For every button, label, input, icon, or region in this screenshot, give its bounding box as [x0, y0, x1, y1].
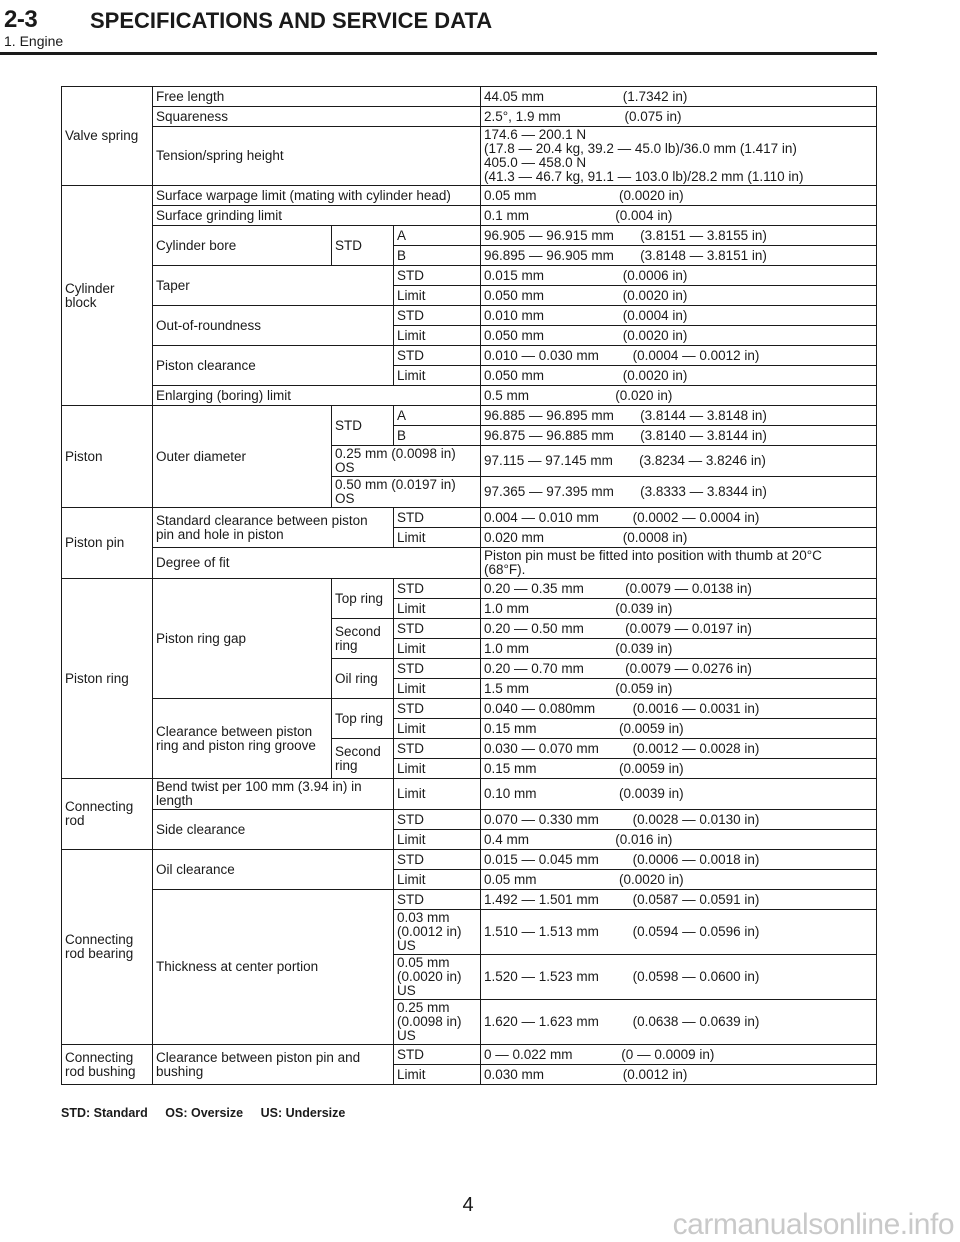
table-cell: Side clearance	[153, 810, 394, 850]
table-cell: STD	[394, 508, 481, 528]
table-cell: Clearance between piston ring and piston ring groove	[153, 699, 332, 779]
table-cell: Clearance between piston pin and bushing	[153, 1045, 394, 1085]
table-cell: Limit	[394, 719, 481, 739]
table-cell: Standard clearance between piston pin and hole in piston	[153, 508, 394, 548]
table-cell: 1.510 — 1.513 mm (0.0594 — 0.0596 in)	[481, 910, 877, 955]
table-cell: STD	[394, 346, 481, 366]
table-row	[62, 850, 877, 870]
table-cell: 0.15 mm (0.0059 in)	[481, 759, 877, 779]
table-cell: 96.895 — 96.905 mm (3.8148 — 3.8151 in)	[481, 246, 877, 266]
table-row	[62, 87, 877, 107]
table-cell: Limit	[394, 830, 481, 850]
table-cell: 0.25 mm (0.0098 in) OS	[332, 446, 481, 477]
table-cell: 0.020 mm (0.0008 in)	[481, 528, 877, 548]
table-cell: STD	[332, 226, 394, 266]
table-cell: STD	[394, 659, 481, 679]
table-cell: Limit	[394, 326, 481, 346]
page-title: SPECIFICATIONS AND SERVICE DATA	[90, 8, 493, 33]
legend-os: OS: Oversize	[165, 1106, 244, 1120]
table-cell: Piston ring gap	[153, 579, 332, 699]
page-number: 4	[462, 1194, 474, 1216]
table-row	[62, 386, 877, 406]
table-cell: 0 — 0.022 mm (0 — 0.0009 in)	[481, 1045, 877, 1065]
section-number: 2-3	[4, 6, 38, 33]
table-cell: Taper	[153, 266, 394, 306]
legend-us: US: Undersize	[260, 1106, 346, 1120]
table-cell: B	[394, 426, 481, 446]
table-cell: 0.030 — 0.070 mm (0.0012 — 0.0028 in)	[481, 739, 877, 759]
table-cell: 96.885 — 96.895 mm (3.8144 — 3.8148 in)	[481, 406, 877, 426]
table-cell: 0.070 — 0.330 mm (0.0028 — 0.0130 in)	[481, 810, 877, 830]
table-cell: Tension/spring height	[153, 127, 481, 186]
table-cell: B	[394, 246, 481, 266]
abbreviation-legend	[61, 1106, 359, 1120]
table-cell: 2.5°, 1.9 mm (0.075 in)	[481, 107, 877, 127]
table-cell: Out-of-roundness	[153, 306, 394, 346]
table-cell: 0.20 — 0.35 mm (0.0079 — 0.0138 in)	[481, 579, 877, 599]
table-row	[62, 206, 877, 226]
table-cell: Oil ring	[332, 659, 394, 699]
table-cell: Limit	[394, 679, 481, 699]
table-cell: 1.620 — 1.623 mm (0.0638 — 0.0639 in)	[481, 1000, 877, 1045]
table-cell: Limit	[394, 639, 481, 659]
table-cell: Piston clearance	[153, 346, 394, 386]
table-cell: Oil clearance	[153, 850, 394, 890]
table-cell: Second ring	[332, 619, 394, 659]
table-cell: 1.520 — 1.523 mm (0.0598 — 0.0600 in)	[481, 955, 877, 1000]
table-cell: 1.5 mm (0.059 in)	[481, 679, 877, 699]
table-row	[62, 127, 877, 186]
table-cell: Limit	[394, 870, 481, 890]
table-cell: 0.4 mm (0.016 in)	[481, 830, 877, 850]
table-row	[62, 1045, 877, 1065]
table-row	[62, 890, 877, 910]
table-cell: 0.050 mm (0.0020 in)	[481, 326, 877, 346]
table-cell: 1.0 mm (0.039 in)	[481, 639, 877, 659]
table-row	[62, 306, 877, 326]
table-cell: Squareness	[153, 107, 481, 127]
section-subtitle: 1. Engine	[4, 33, 64, 49]
table-row	[62, 406, 877, 426]
table-cell: 0.20 — 0.50 mm (0.0079 — 0.0197 in)	[481, 619, 877, 639]
table-cell: Piston pin must be fitted into position with thumb at 20°C (68°F).	[481, 548, 877, 579]
table-cell: Second ring	[332, 739, 394, 779]
table-row	[62, 548, 877, 579]
table-cell: 0.004 — 0.010 mm (0.0002 — 0.0004 in)	[481, 508, 877, 528]
table-cell: Limit	[394, 599, 481, 619]
table-row	[62, 107, 877, 127]
table-cell: Top ring	[332, 699, 394, 739]
table-cell: 0.010 mm (0.0004 in)	[481, 306, 877, 326]
table-cell: Thickness at center portion	[153, 890, 394, 1045]
table-cell: Piston	[62, 406, 153, 508]
table-cell: 0.040 — 0.080mm (0.0016 — 0.0031 in)	[481, 699, 877, 719]
table-cell: STD	[394, 619, 481, 639]
table-cell: Connecting rod bushing	[62, 1045, 153, 1085]
table-cell: 0.05 mm (0.0020 in) US	[394, 955, 481, 1000]
table-cell: STD	[394, 810, 481, 830]
table-cell: 0.25 mm (0.0098 in) US	[394, 1000, 481, 1045]
table-cell: Limit	[394, 366, 481, 386]
table-cell: 96.875 — 96.885 mm (3.8140 — 3.8144 in)	[481, 426, 877, 446]
table-cell: STD	[394, 699, 481, 719]
table-cell: A	[394, 406, 481, 426]
table-row	[62, 579, 877, 599]
table-cell: STD	[394, 890, 481, 910]
table-cell: Outer diameter	[153, 406, 332, 508]
table-cell: 0.20 — 0.70 mm (0.0079 — 0.0276 in)	[481, 659, 877, 679]
spec-table	[61, 86, 877, 1085]
table-cell: Degree of fit	[153, 548, 481, 579]
table-cell: Limit	[394, 1065, 481, 1085]
table-row	[62, 779, 877, 810]
table-row	[62, 508, 877, 528]
table-cell: Limit	[394, 759, 481, 779]
table-cell: Enlarging (boring) limit	[153, 386, 481, 406]
table-cell: Free length	[153, 87, 481, 107]
table-cell: STD	[394, 1045, 481, 1065]
table-cell: 0.03 mm (0.0012 in) US	[394, 910, 481, 955]
table-cell: 0.030 mm (0.0012 in)	[481, 1065, 877, 1085]
table-cell: STD	[332, 406, 394, 446]
table-cell: STD	[394, 739, 481, 759]
table-cell: 44.05 mm (1.7342 in)	[481, 87, 877, 107]
table-cell: STD	[394, 850, 481, 870]
table-cell: 174.6 — 200.1 N (17.8 — 20.4 kg, 39.2 — 45.0 lb)/36.0 mm (1.417 in) 405.0 — 458.0 N (41.3 — 46.7 kg, 91.1 — 103.0 lb)/28.2 mm (1.110 in)	[481, 127, 877, 186]
table-cell: Connecting rod	[62, 779, 153, 850]
table-cell: 1.0 mm (0.039 in)	[481, 599, 877, 619]
table-cell: 97.365 — 97.395 mm (3.8333 — 3.8344 in)	[481, 477, 877, 508]
table-cell: A	[394, 226, 481, 246]
table-cell: 1.492 — 1.501 mm (0.0587 — 0.0591 in)	[481, 890, 877, 910]
table-row	[62, 266, 877, 286]
table-row	[62, 186, 877, 206]
watermark: carmanualsonline.info	[672, 1208, 954, 1241]
table-cell: 0.010 — 0.030 mm (0.0004 — 0.0012 in)	[481, 346, 877, 366]
table-row	[62, 699, 877, 719]
table-cell: Cylinder bore	[153, 226, 332, 266]
table-cell: STD	[394, 306, 481, 326]
table-cell: Limit	[394, 286, 481, 306]
table-cell: Connecting rod bearing	[62, 850, 153, 1045]
table-cell: Cylinder block	[62, 186, 153, 406]
table-cell: 96.905 — 96.915 mm (3.8151 — 3.8155 in)	[481, 226, 877, 246]
table-cell: 0.1 mm (0.004 in)	[481, 206, 877, 226]
table-cell: 0.10 mm (0.0039 in)	[481, 779, 877, 810]
table-cell: 0.50 mm (0.0197 in) OS	[332, 477, 481, 508]
table-cell: 0.050 mm (0.0020 in)	[481, 286, 877, 306]
header-rule	[0, 52, 877, 55]
table-cell: Bend twist per 100 mm (3.94 in) in length	[153, 779, 394, 810]
table-cell: Piston ring	[62, 579, 153, 779]
table-cell: 0.5 mm (0.020 in)	[481, 386, 877, 406]
table-cell: Surface warpage limit (mating with cylinder head)	[153, 186, 481, 206]
table-cell: 0.15 mm (0.0059 in)	[481, 719, 877, 739]
table-cell: 0.050 mm (0.0020 in)	[481, 366, 877, 386]
table-row	[62, 346, 877, 366]
table-cell: Valve spring	[62, 87, 153, 186]
table-cell: 0.015 — 0.045 mm (0.0006 — 0.0018 in)	[481, 850, 877, 870]
table-cell: STD	[394, 579, 481, 599]
table-cell: 0.015 mm (0.0006 in)	[481, 266, 877, 286]
table-cell: 0.05 mm (0.0020 in)	[481, 186, 877, 206]
table-cell: STD	[394, 266, 481, 286]
table-cell: 0.05 mm (0.0020 in)	[481, 870, 877, 890]
table-cell: Limit	[394, 528, 481, 548]
table-cell: Surface grinding limit	[153, 206, 481, 226]
table-cell: Limit	[394, 779, 481, 810]
table-cell: Piston pin	[62, 508, 153, 579]
table-cell: Top ring	[332, 579, 394, 619]
table-cell: 97.115 — 97.145 mm (3.8234 — 3.8246 in)	[481, 446, 877, 477]
legend-std: STD: Standard	[61, 1106, 148, 1120]
table-row	[62, 810, 877, 830]
table-row	[62, 226, 877, 246]
